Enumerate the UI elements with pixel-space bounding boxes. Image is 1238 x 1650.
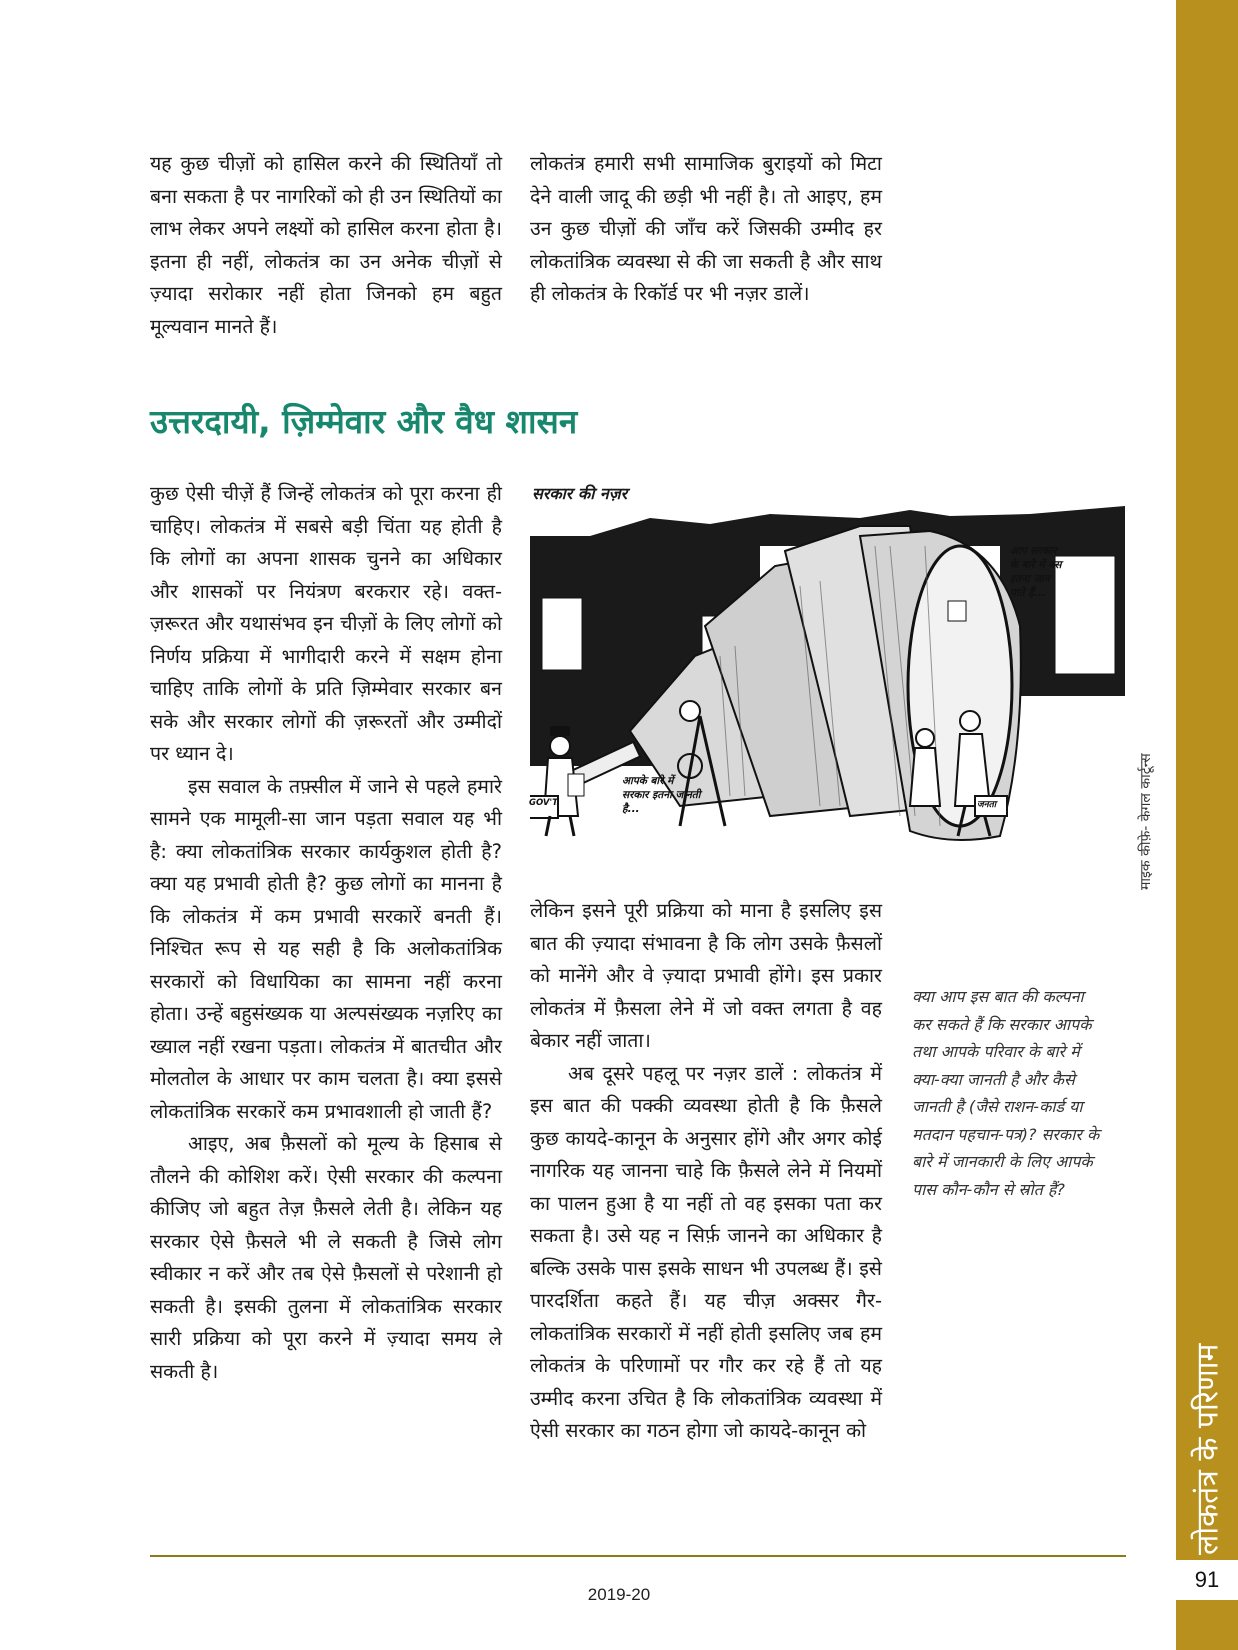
- paragraph: लोकतंत्र हमारी सभी सामाजिक बुराइयों को मिटा देने वाली जादू की छड़ी भी नहीं है। तो आइए, हम उन कुछ चीज़ों की जाँच करें जिसकी उम्मीद हर लोकतांत्रिक व्यवस्था से की जा सकती है और साथ ही लोकतंत्र के रिकॉर्ड पर भी नज़र डालें।: [530, 152, 882, 305]
- people-bag-label: जनता: [977, 800, 997, 810]
- section-heading: उत्तरदायी, ज़िम्मेवार और वैध शासन: [150, 402, 578, 441]
- page-number: 91: [1176, 1560, 1238, 1600]
- people-caption: आप सरकार के बारे में बस इतना जान पाते हैं...: [1010, 545, 1062, 599]
- chapter-title: लोकतंत्र के परिणाम: [1190, 1343, 1226, 1555]
- top-left-column: [150, 148, 502, 343]
- govt-bag-label: GOV'T.: [529, 798, 560, 808]
- cartoon-credit: माइक कीफ़े- केगल कार्टून्स: [1138, 753, 1154, 890]
- footer-divider: [150, 1555, 1126, 1557]
- paragraph: अब दूसरे पहलू पर नज़र डालें : लोकतंत्र में इस बात की पक्की व्यवस्था होती है कि फ़ैसले कुछ कायदे-कानून के अनुसार होंगे और अगर कोई नागरिक यह जानना चाहे कि फ़ैसले लेने में नियमों का पालन हुआ है या नहीं तो वह इसका पता कर सकता है। उसे यह न सिर्फ़ जानने का अधिकार है बल्कि उसके पास इसके साधन भी उपलब्ध हैं। इसे पारदर्शिता कहते हैं। यह चीज़ अक्सर गैर-लोकतांत्रिक सरकारों में नहीं होती इसलिए जब हम लोकतंत्र के परिणामों पर गौर कर रहे हैं तो यह उम्मीद करना उचित है कि लोकतांत्रिक व्यवस्था में ऐसी सरकार का गठन होगा जो कायदे-कानून को: [530, 1061, 882, 1442]
- chapter-sidebar: [1176, 0, 1238, 1650]
- paragraph: कुछ ऐसी चीज़ें हैं जिन्हें लोकतंत्र को पूरा करना ही चाहिए। लोकतंत्र में सबसे बड़ी चिंता यह होती है कि लोगों का अपना शासक चुनने का अधिकार और शासकों पर नियंत्रण बरकरार रहे। वक्त-ज़रूरत और यथासंभव इन चीज़ों के लिए लोगों को निर्णय प्रक्रिया में भागीदारी करने में सक्षम होना चाहिए ताकि लोगों के प्रति ज़िम्मेवार सरकार बन सके और सरकार लोगों की ज़रूरतों और उम्मीदों पर ध्यान दे।: [150, 482, 502, 765]
- paragraph: इस सवाल के तफ़्सील में जाने से पहले हमारे सामने एक मामूली-सा जान पड़ता सवाल यह भी है: क्या लोकतांत्रिक सरकार कार्यकुशल होती है? क्या यह प्रभावी होती है? कुछ लोगों का मानना है कि लोकतंत्र में कम प्रभावी सरकारें बनती हैं। निश्चित रूप से यह सही है कि अलोकतांत्रिक सरकारों को विधायिका का सामना नहीं करना होता। उन्हें बहुसंख्यक या अल्पसंख्यक नज़रिए का ख्याल नहीं रखना पड़ता। लोकतंत्र में बातचीत और मोलतोल के आधार पर काम चलता है। क्या इससे लोकतांत्रिक सरकारें कम प्रभावशाली हो जाती हैं?: [150, 774, 502, 1123]
- top-right-column: [530, 148, 882, 311]
- footer-year: 2019-20: [587, 1585, 651, 1604]
- paragraph: यह कुछ चीज़ों को हासिल करने की स्थितियाँ तो बना सकता है पर नागरिकों को ही उन स्थितियों का लाभ लेकर अपने लक्ष्यों को हासिल करना होता है। इतना ही नहीं, लोकतंत्र का उन अनेक चीज़ों से ज़्यादा सरोकार नहीं होता जिनको हम बहुत मूल्यवान मानते हैं।: [150, 152, 502, 338]
- govt-caption: आपके बारे में सरकार इतना जानती है...: [622, 775, 701, 815]
- paragraph: लेकिन इसने पूरी प्रक्रिया को माना है इसलिए इस बात की ज़्यादा संभावना है कि लोग उसके फ़ैसलों को मानेंगे और वे ज़्यादा प्रभावी होंगे। इस प्रकार लोकतंत्र में फ़ैसला लेने में जो वक्त लगता है वह बेकार नहीं जाता।: [530, 899, 883, 1052]
- right-column: [530, 895, 882, 1448]
- cartoon: [530, 506, 1125, 886]
- paragraph: आइए, अब फ़ैसलों को मूल्य के हिसाब से तौलने की कोशिश करें। ऐसी सरकार की कल्पना कीजिए जो बहुत तेज़ फ़ैसले लेती है। लेकिन यह सरकार ऐसे फ़ैसले भी ले सकती है जिसे लोग स्वीकार न करें और तब ऐसे फ़ैसलों से परेशानी हो सकती है। इसकी तुलना में लोकतांत्रिक सरकार सारी प्रक्रिया को पूरा करने में ज़्यादा समय ले सकती है।: [150, 1132, 502, 1383]
- cartoon-title: सरकार की नज़र: [532, 484, 628, 503]
- left-column: [150, 478, 502, 1388]
- margin-question: क्या आप इस बात की कल्पना कर सकते हैं कि सरकार आपके तथा आपके परिवार के बारे में क्या-क्या जानती है और कैसे जानती है (जैसे राशन-कार्ड या मतदान पहचान-पत्र)? सरकार के बारे में जानकारी के लिए आपके पास कौन-कौन से स्रोत हैं?: [912, 987, 1100, 1199]
